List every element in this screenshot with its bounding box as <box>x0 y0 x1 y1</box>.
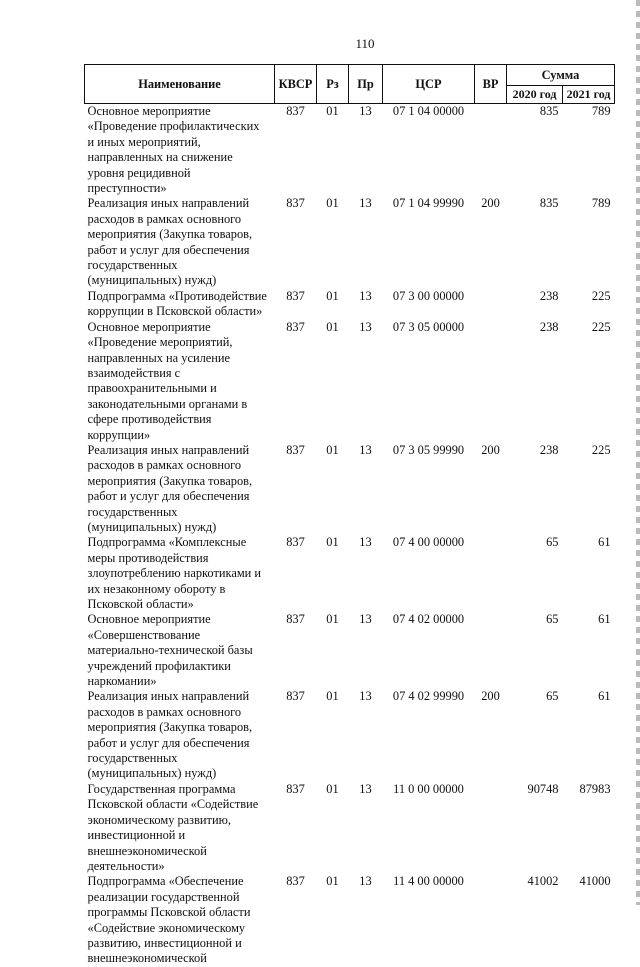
header-pr: Пр <box>349 65 383 104</box>
header-kvsr: КВСР <box>275 65 317 104</box>
row-name: Основное мероприятие «Проведение профилактических и иных мероприятий, направленных на снижение уровня рецидивной преступности» <box>87 104 260 196</box>
row-kvsr: 837 <box>286 781 305 796</box>
row-kvsr: 837 <box>286 689 305 704</box>
header-year-2021: 2021 год <box>563 86 615 104</box>
row-sum-2021: 225 <box>591 442 611 457</box>
row-sum-2021: 225 <box>591 288 611 303</box>
header-csr: ЦСР <box>383 65 475 104</box>
header-sum: Сумма <box>507 65 615 86</box>
row-pr: 13 <box>359 442 372 457</box>
table-row <box>85 782 615 874</box>
row-kvsr: 837 <box>286 196 305 211</box>
header-year-2020: 2020 год <box>507 86 563 104</box>
row-rz: 01 <box>326 535 339 550</box>
row-pr: 13 <box>359 689 372 704</box>
row-csr: 07 4 02 99990 <box>392 689 465 704</box>
row-csr: 07 3 00 00000 <box>392 288 465 303</box>
table-row <box>85 535 615 612</box>
row-csr: 07 3 05 00000 <box>392 319 465 334</box>
table-row <box>85 104 615 197</box>
row-sum-2021: 61 <box>598 689 611 704</box>
row-sum-2021: 225 <box>591 319 611 334</box>
row-kvsr: 837 <box>286 319 305 334</box>
row-kvsr: 837 <box>286 612 305 627</box>
row-rz: 01 <box>326 612 339 627</box>
row-sum-2020: 835 <box>539 104 559 118</box>
row-csr: 07 4 02 00000 <box>392 612 465 627</box>
row-sum-2021: 41000 <box>579 874 611 889</box>
row-rz: 01 <box>326 319 339 334</box>
row-vr: 200 <box>481 442 500 457</box>
row-sum-2021: 87983 <box>579 781 611 796</box>
budget-table <box>84 64 615 967</box>
row-sum-2021: 61 <box>598 612 611 627</box>
row-name: Подпрограмма «Комплексные меры противодействия злоупотреблению наркотиками и их незаконному обороту в Псковской области» <box>87 535 262 611</box>
row-name: Государственная программа Псковской области «Содействие экономическому развитию, инвестиционной и внешнеэкономической деятельности» <box>87 781 259 873</box>
row-pr: 13 <box>359 612 372 627</box>
row-rz: 01 <box>326 288 339 303</box>
row-kvsr: 837 <box>286 104 305 118</box>
table-row <box>85 196 615 288</box>
header-vr: ВР <box>475 65 507 104</box>
row-vr <box>475 289 507 320</box>
row-kvsr: 837 <box>286 288 305 303</box>
row-vr <box>475 782 507 874</box>
row-vr <box>475 104 507 197</box>
row-vr <box>475 535 507 612</box>
row-csr: 07 3 05 99990 <box>392 442 465 457</box>
table-row <box>85 689 615 781</box>
row-csr: 07 1 04 00000 <box>392 104 465 118</box>
row-sum-2020: 90748 <box>527 781 559 796</box>
row-vr <box>475 612 507 689</box>
row-vr <box>475 320 507 443</box>
row-pr: 13 <box>359 319 372 334</box>
row-rz: 01 <box>326 689 339 704</box>
row-rz: 01 <box>326 442 339 457</box>
row-name: Реализация иных направлений расходов в рамках основного мероприятия (Закупка товаров, работ и услуг для обеспечения государственных (муниципальных) нужд) <box>87 196 253 288</box>
header-name: Наименование <box>85 65 275 104</box>
row-pr: 13 <box>359 196 372 211</box>
table-row <box>85 443 615 535</box>
row-rz: 01 <box>326 874 339 889</box>
row-rz: 01 <box>326 196 339 211</box>
row-pr: 13 <box>359 535 372 550</box>
row-sum-2020: 238 <box>539 319 559 334</box>
row-sum-2020: 238 <box>539 288 559 303</box>
table-row <box>85 874 615 966</box>
scan-edge <box>636 0 640 905</box>
row-name: Подпрограмма «Противодействие коррупции в Псковской области» <box>87 288 267 319</box>
row-sum-2020: 65 <box>546 689 559 704</box>
row-sum-2021: 789 <box>591 196 611 211</box>
row-pr: 13 <box>359 288 372 303</box>
row-vr: 200 <box>481 689 500 704</box>
row-pr: 13 <box>359 781 372 796</box>
row-name: Подпрограмма «Обеспечение реализации государственной программы Псковской области «Содействие экономическому развитию, инвестиционной и внешнеэкономической <box>87 874 251 966</box>
row-sum-2021: 789 <box>591 104 611 118</box>
table-row <box>85 289 615 320</box>
row-kvsr: 837 <box>286 535 305 550</box>
table-row <box>85 612 615 689</box>
row-kvsr: 837 <box>286 874 305 889</box>
row-sum-2020: 65 <box>546 535 559 550</box>
table-row <box>85 320 615 443</box>
row-csr: 11 0 00 00000 <box>393 781 464 796</box>
row-name: Основное мероприятие «Совершенствование материально-технической базы учреждений профилактики наркомании» <box>87 612 253 689</box>
row-sum-2020: 835 <box>539 196 559 211</box>
page-number: 110 <box>355 36 375 51</box>
header-rz: Рз <box>317 65 349 104</box>
row-csr: 07 1 04 99990 <box>392 196 465 211</box>
row-rz: 01 <box>326 104 339 118</box>
row-pr: 13 <box>359 874 372 889</box>
row-rz: 01 <box>326 781 339 796</box>
row-vr: 200 <box>481 196 500 211</box>
row-name: Реализация иных направлений расходов в рамках основного мероприятия (Закупка товаров, работ и услуг для обеспечения государственных (муниципальных) нужд) <box>87 689 253 781</box>
row-sum-2021: 61 <box>598 535 611 550</box>
row-name: Основное мероприятие «Проведение мероприятий, направленных на усиление взаимодействия с правоохранительными и законодательными органами в сфере противодействия коррупции» <box>87 319 248 442</box>
row-name: Реализация иных направлений расходов в рамках основного мероприятия (Закупка товаров, работ и услуг для обеспечения государственных (муниципальных) нужд) <box>87 442 253 534</box>
row-pr: 13 <box>359 104 372 118</box>
row-csr: 07 4 00 00000 <box>392 535 465 550</box>
row-csr: 11 4 00 00000 <box>393 874 464 889</box>
row-kvsr: 837 <box>286 442 305 457</box>
row-sum-2020: 41002 <box>527 874 559 889</box>
row-vr <box>475 874 507 966</box>
row-sum-2020: 65 <box>546 612 559 627</box>
row-sum-2020: 238 <box>539 442 559 457</box>
